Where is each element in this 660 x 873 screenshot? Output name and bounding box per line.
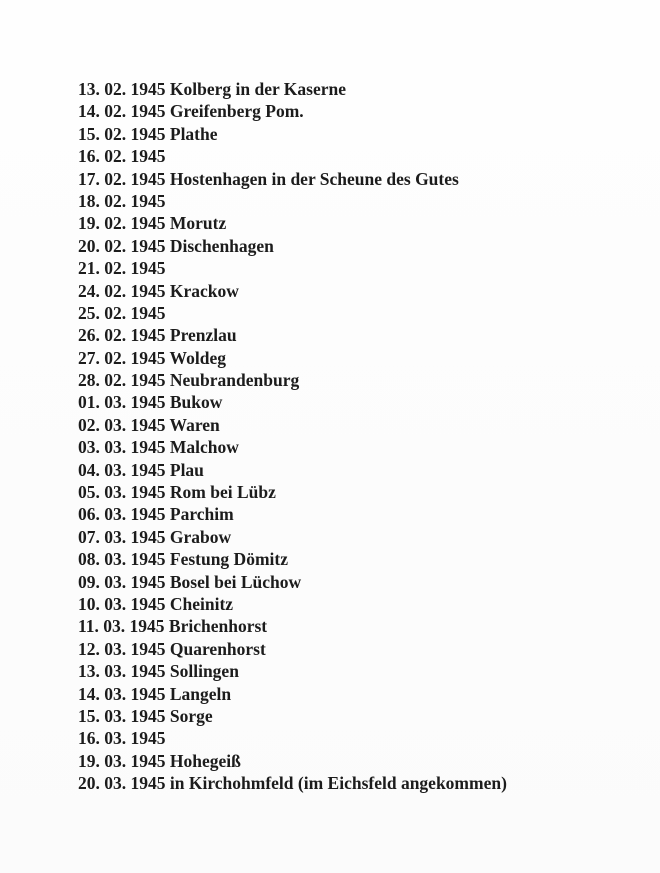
- list-item: 15. 03. 1945 Sorge: [78, 705, 213, 726]
- date-location-list: [78, 78, 507, 795]
- list-item: 25. 02. 1945: [78, 302, 166, 323]
- list-item: 10. 03. 1945 Cheinitz: [78, 593, 234, 614]
- list-item: 20. 03. 1945 in Kirchohmfeld (im Eichsfeld angekommen): [78, 773, 507, 794]
- list-item: 02. 03. 1945 Waren: [78, 414, 220, 435]
- list-item: 14. 03. 1945 Langeln: [78, 683, 232, 704]
- list-item: 16. 02. 1945: [78, 146, 166, 167]
- list-item: 06. 03. 1945 Parchim: [78, 504, 234, 525]
- list-item: 12. 03. 1945 Quarenhorst: [78, 638, 266, 659]
- list-item: 18. 02. 1945: [78, 190, 166, 211]
- list-item: 26. 02. 1945 Prenzlau: [78, 325, 237, 346]
- list-item: 09. 03. 1945 Bosel bei Lüchow: [78, 571, 302, 592]
- list-item: 05. 03. 1945 Rom bei Lübz: [78, 482, 276, 503]
- list-item: 04. 03. 1945 Plau: [78, 459, 204, 480]
- list-item: 21. 02. 1945: [78, 258, 166, 279]
- list-item: 03. 03. 1945 Malchow: [78, 437, 239, 458]
- list-item: 13. 02. 1945 Kolberg in der Kaserne: [78, 79, 346, 99]
- list-item: 28. 02. 1945 Neubrandenburg: [78, 370, 300, 391]
- list-item: 19. 02. 1945 Morutz: [78, 213, 227, 234]
- list-item: 24. 02. 1945 Krackow: [78, 280, 239, 301]
- list-item: 15. 02. 1945 Plathe: [78, 123, 218, 144]
- list-item: 14. 02. 1945 Greifenberg Pom.: [78, 101, 304, 122]
- list-item: 08. 03. 1945 Festung Dömitz: [78, 549, 288, 570]
- list-item: 16. 03. 1945: [78, 728, 166, 749]
- list-item: 11. 03. 1945 Brichenhorst: [78, 616, 268, 637]
- list-item: 19. 03. 1945 Hohegeiß: [78, 750, 241, 771]
- list-item: 13. 03. 1945 Sollingen: [78, 661, 239, 682]
- list-item: 20. 02. 1945 Dischenhagen: [78, 235, 274, 256]
- list-item: 01. 03. 1945 Bukow: [78, 392, 223, 413]
- list-item: 17. 02. 1945 Hostenhagen in der Scheune des Gutes: [78, 168, 459, 189]
- list-item: 27. 02. 1945 Woldeg: [78, 347, 226, 368]
- list-item: 07. 03. 1945 Grabow: [78, 526, 232, 547]
